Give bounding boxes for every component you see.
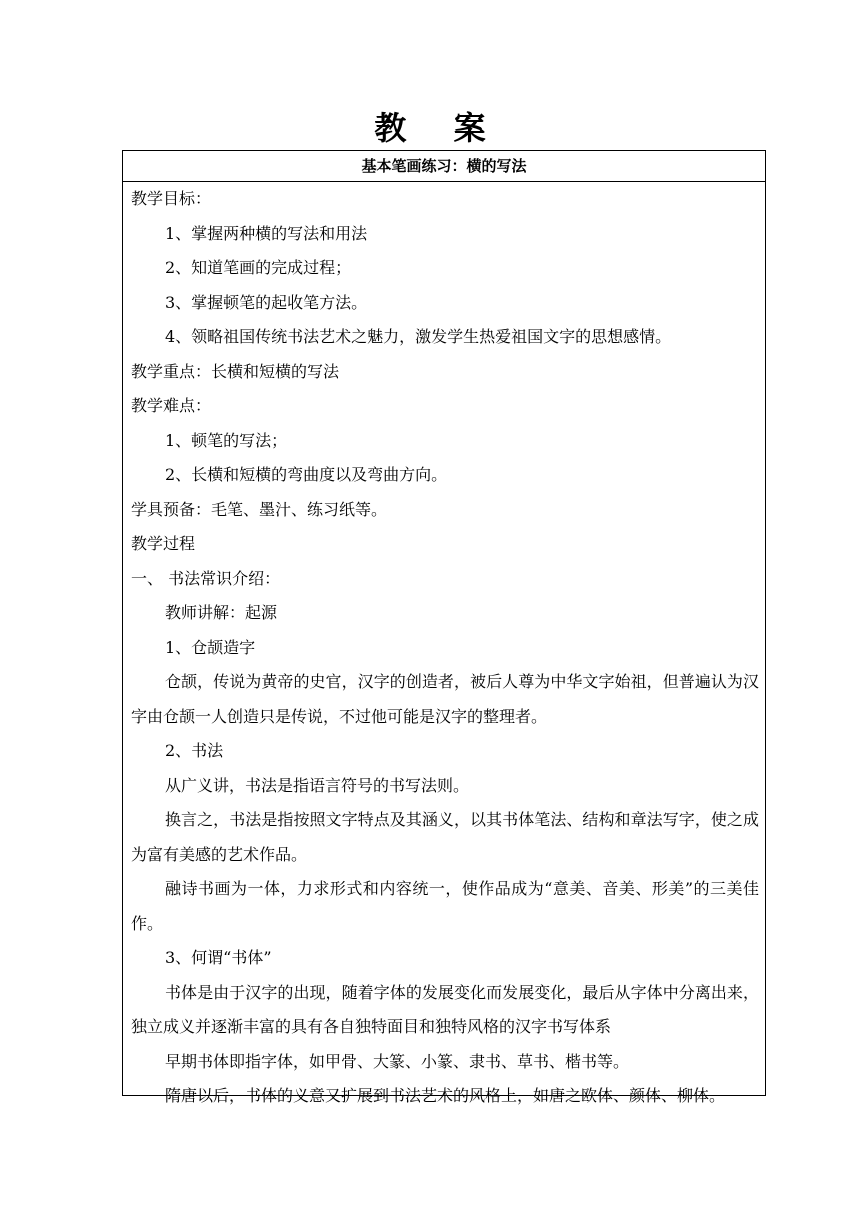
key-points: 教学重点：长横和短横的写法 <box>131 361 340 381</box>
section-heading: 一、 书法常识介绍： <box>131 568 281 588</box>
difficulties-heading: 教学难点： <box>131 396 212 415</box>
paragraph: 仓颉，传说为黄帝的史官，汉字的创造者，被后人尊为中华文字始祖，但普遍认为汉字由仓颉一人创造只是传说，不过他可能是汉字的整理者。 <box>131 672 759 726</box>
objectives-heading: 教学目标： <box>131 189 212 208</box>
paragraph: 换言之，书法是指按照文字特点及其涵义，以其书体笔法、结构和章法写字，使之成为富有美感的艺术作品。 <box>131 810 759 864</box>
process-heading: 教学过程 <box>131 534 196 553</box>
subsection-heading: 3、何谓“书体” <box>165 948 272 967</box>
document-title: 教 案 <box>374 109 504 147</box>
subsection-heading: 1、仓颉造字 <box>165 637 256 657</box>
paragraph: 融诗书画为一体，力求形式和内容统一，使作品成为“意美、音美、形美”的三美佳作。 <box>131 879 759 933</box>
paragraph: 书体是由于汉字的出现，随着字体的发展变化而发展变化，最后从字体中分离出来，独立成义并逐渐丰富的具有各自独特面目和独特风格的汉字书写体系 <box>131 982 759 1036</box>
lesson-table <box>122 150 766 1105</box>
materials: 学具预备：毛笔、墨汁、练习纸等。 <box>131 499 388 519</box>
difficulty-item: 2、长横和短横的弯曲度以及弯曲方向。 <box>165 465 448 484</box>
lesson-content <box>123 182 765 1114</box>
difficulty-item: 1、顿笔的写法； <box>165 430 288 450</box>
objective-item: 4、领略祖国传统书法艺术之魅力，激发学生热爱祖国文字的思想感情。 <box>165 327 672 346</box>
paragraph: 早期书体即指字体，如甲骨、大篆、小篆、隶书、草书、楷书等。 <box>165 1051 630 1071</box>
subsection-heading: 2、书法 <box>165 741 224 760</box>
paragraph: 从广义讲，书法是指语言符号的书写法则。 <box>165 775 470 795</box>
objective-item: 3、掌握顿笔的起收笔方法。 <box>165 292 368 312</box>
teacher-explanation: 教师讲解：起源 <box>165 603 278 622</box>
objective-item: 2、知道笔画的完成过程； <box>165 258 352 277</box>
paragraph: 隋唐以后，书体的义意又扩展到书法艺术的风格上，如唐之欧体、颜体、柳体。 <box>165 1086 726 1105</box>
objective-item: 1、掌握两种横的写法和用法 <box>165 223 368 243</box>
lesson-header: 基本笔画练习：横的写法 <box>123 151 765 182</box>
